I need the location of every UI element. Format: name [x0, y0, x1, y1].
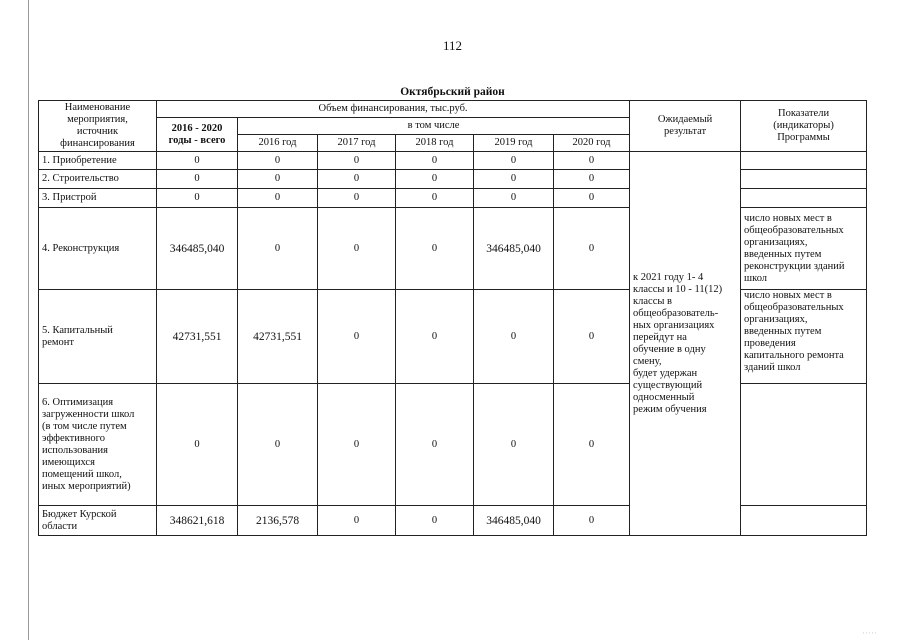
row-indicator: [741, 170, 867, 189]
row-2020: 0: [554, 170, 630, 189]
row-2017: 0: [318, 208, 396, 290]
table-row: [39, 506, 867, 536]
row-name: 1. Приобретение: [39, 152, 157, 170]
row-2018: 0: [396, 506, 474, 536]
row-name: 2. Строительство: [39, 170, 157, 189]
row-2020: 0: [554, 189, 630, 208]
row-2019: 0: [474, 170, 554, 189]
table-row: [39, 170, 867, 189]
row-2019: 0: [474, 152, 554, 170]
row-2018: 0: [396, 189, 474, 208]
header-indicators: Показатели (индикаторы) Программы: [741, 101, 867, 152]
header-year-2018: 2018 год: [396, 135, 474, 152]
row-2016: 0: [238, 384, 318, 506]
row-2016: 2136,578: [238, 506, 318, 536]
row-total: 42731,551: [157, 290, 238, 384]
row-indicator: [741, 189, 867, 208]
row-name: 3. Пристрой: [39, 189, 157, 208]
row-indicator: [741, 384, 867, 506]
header-name: Наименование мероприятия, источник финансирования: [39, 101, 157, 152]
row-2017: 0: [318, 506, 396, 536]
row-2016: 0: [238, 208, 318, 290]
row-2019: 346485,040: [474, 208, 554, 290]
row-2017: 0: [318, 384, 396, 506]
row-2019: 0: [474, 290, 554, 384]
header-year-2016: 2016 год: [238, 135, 318, 152]
header-year-2017: 2017 год: [318, 135, 396, 152]
row-2020: 0: [554, 152, 630, 170]
row-total: 0: [157, 384, 238, 506]
header-total-period: 2016 - 2020 годы - всего: [157, 118, 238, 152]
row-total: 0: [157, 189, 238, 208]
header-including: в том числе: [238, 118, 630, 135]
district-title: Октябрьский район: [400, 86, 505, 98]
expected-result-text: к 2021 году 1- 4 классы и 10 - 11(12) классы в общеобразователь- ных организациях перейдут на обучение в одну смену, будет удержан существующий односменный режим обучения: [630, 152, 741, 536]
row-2020: 0: [554, 208, 630, 290]
table-row: [39, 189, 867, 208]
row-2016: 0: [238, 152, 318, 170]
row-total: 0: [157, 170, 238, 189]
row-name: Бюджет Курской области: [39, 506, 157, 536]
row-2016: 0: [238, 189, 318, 208]
row-indicator: число новых мест в общеобразовательных организациях, введенных путем проведения капитального ремонта зданий школ: [741, 290, 867, 384]
funding-table: [38, 100, 867, 536]
row-2019: 0: [474, 189, 554, 208]
row-2017: 0: [318, 152, 396, 170]
page-number: 112: [442, 38, 463, 53]
row-2019: 0: [474, 384, 554, 506]
header-expected-result: Ожидаемый результат: [630, 101, 741, 152]
row-name: 4. Реконструкция: [39, 208, 157, 290]
table-row: [39, 152, 867, 170]
row-name: 5. Капитальный ремонт: [39, 290, 157, 384]
row-indicator: [741, 152, 867, 170]
row-2020: 0: [554, 290, 630, 384]
row-2018: 0: [396, 290, 474, 384]
row-2020: 0: [554, 506, 630, 536]
row-2018: 0: [396, 384, 474, 506]
row-2017: 0: [318, 170, 396, 189]
row-2019: 346485,040: [474, 506, 554, 536]
table-row: [39, 384, 867, 506]
row-2018: 0: [396, 152, 474, 170]
table-row: [39, 290, 867, 384]
row-total: 348621,618: [157, 506, 238, 536]
row-2018: 0: [396, 170, 474, 189]
row-indicator: [741, 506, 867, 536]
row-2020: 0: [554, 384, 630, 506]
row-2016: 0: [238, 170, 318, 189]
header-year-2020: 2020 год: [554, 135, 630, 152]
footer-mark: ·····: [862, 628, 877, 638]
header-funding-volume: Объем финансирования, тыс.руб.: [157, 101, 630, 118]
table-row: [39, 208, 867, 290]
header-year-2019: 2019 год: [474, 135, 554, 152]
row-name: 6. Оптимизация загруженности школ (в том числе путем эффективного использования имеющихся помещений школ, иных мероприятий): [39, 384, 157, 506]
row-2017: 0: [318, 189, 396, 208]
row-2016: 42731,551: [238, 290, 318, 384]
row-2018: 0: [396, 208, 474, 290]
row-2017: 0: [318, 290, 396, 384]
row-total: 0: [157, 152, 238, 170]
row-total: 346485,040: [157, 208, 238, 290]
row-indicator: число новых мест в общеобразовательных организациях, введенных путем реконструкции зданий школ: [741, 208, 867, 290]
